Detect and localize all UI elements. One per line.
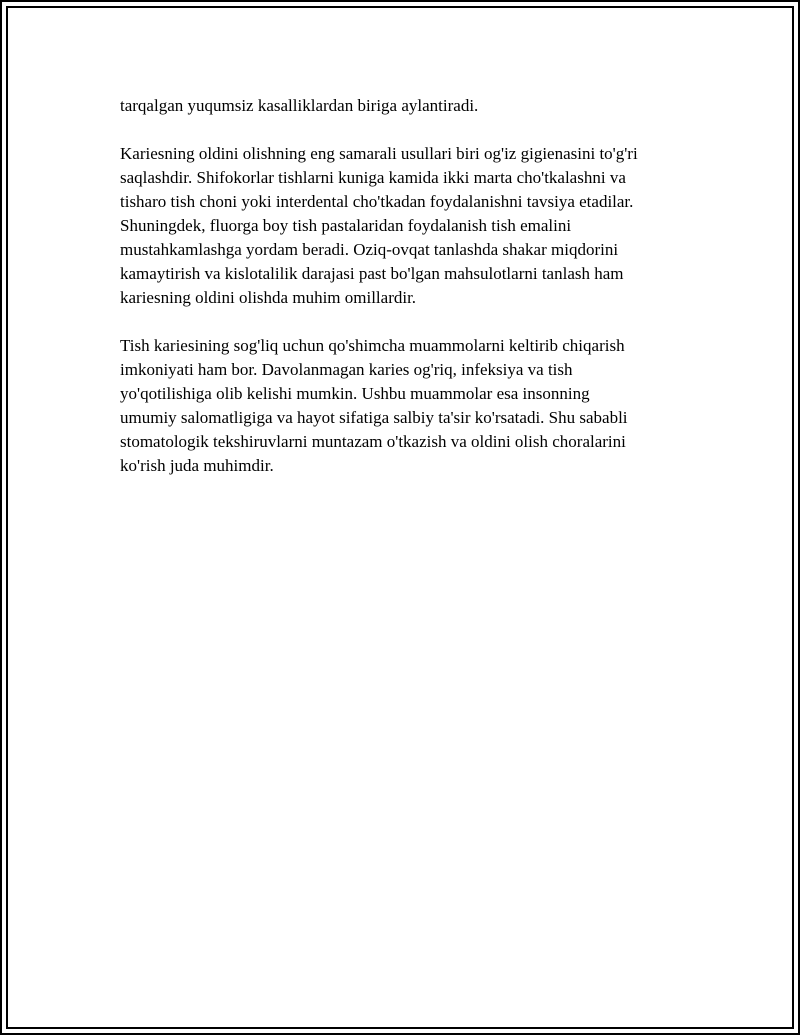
- text-line: umumiy salomatligiga va hayot sifatiga salbiy ta'sir ko'rsatadi. Shu sababli: [120, 408, 628, 427]
- paragraph-3: [120, 334, 710, 478]
- text-line: yo'qotilishiga olib kelishi mumkin. Ushbu muammolar esa insonning: [120, 384, 590, 403]
- text-line: kamaytirish va kislotalilik darajasi past bo'lgan mahsulotlarni tanlash ham: [120, 264, 624, 283]
- text-line: saqlashdir. Shifokorlar tishlarni kuniga kamida ikki marta cho'tkalashni va: [120, 168, 626, 187]
- document-body: [120, 94, 710, 502]
- text-line: Tish kariesining sog'liq uchun qo'shimcha muammolarni keltirib chiqarish: [120, 336, 625, 355]
- text-line: mustahkamlashga yordam beradi. Oziq-ovqat tanlashda shakar miqdorini: [120, 240, 619, 259]
- text-line: Kariesning oldini olishning eng samarali usullari biri og'iz gigienasini to'g'ri: [120, 144, 638, 163]
- text-line: imkoniyati ham bor. Davolanmagan karies og'riq, infeksiya va tish: [120, 360, 573, 379]
- paragraph-2: [120, 142, 710, 310]
- paragraph-1: [120, 94, 710, 118]
- text-line: ko'rish juda muhimdir.: [120, 456, 274, 475]
- text-line: kariesning oldini olishda muhim omillardir.: [120, 288, 417, 307]
- text-line: tisharo tish choni yoki interdental cho'tkadan foydalanishni tavsiya etadilar.: [120, 192, 634, 211]
- text-line: stomatologik tekshiruvlarni muntazam o'tkazish va oldini olish choralarini: [120, 432, 626, 451]
- text-line: tarqalgan yuqumsiz kasalliklardan biriga aylantiradi.: [120, 96, 479, 115]
- text-line: Shuningdek, fluorga boy tish pastalaridan foydalanish tish emalini: [120, 216, 572, 235]
